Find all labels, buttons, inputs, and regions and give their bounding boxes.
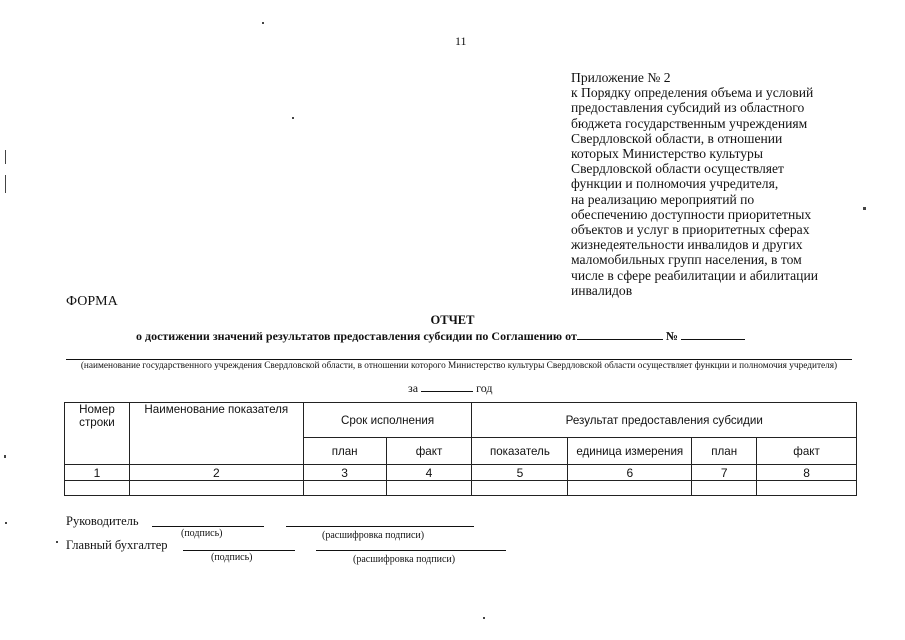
- appendix-line: Свердловской области, в отношении: [571, 130, 783, 146]
- appendix-line: которых Министерство культуры: [571, 146, 763, 162]
- head-decoding-line[interactable]: [286, 526, 474, 527]
- column-number: 4: [386, 465, 472, 481]
- column-number-row: [65, 465, 857, 481]
- column-number: 1: [65, 465, 130, 481]
- result-table: [64, 402, 857, 496]
- head-signature-caption: (подпись): [181, 528, 223, 539]
- scan-speck: [5, 522, 7, 524]
- period-year-blank[interactable]: [421, 381, 473, 392]
- appendix-line: маломобильных групп населения, в том: [571, 252, 802, 268]
- head-signature-line[interactable]: [152, 526, 264, 527]
- subheader-deadline-fact: факт: [386, 438, 472, 465]
- page-number: 11: [455, 34, 467, 48]
- table-header-row: [65, 403, 857, 438]
- column-number: 6: [568, 465, 692, 481]
- subheader-indicator: показатель: [472, 438, 568, 465]
- appendix-line: числе в сфере реабилитации и абилитации: [571, 267, 819, 283]
- appendix-line: объектов и услуг в приоритетных сферах: [571, 222, 810, 238]
- scan-speck: [262, 22, 264, 24]
- subheader-result-fact: факт: [757, 438, 857, 465]
- scan-speck: [483, 617, 485, 619]
- appendix-line: инвалидов: [571, 282, 633, 298]
- appendix-line: функции и полномочия учредителя,: [571, 176, 779, 192]
- appendix-line: Свердловской области осуществляет: [571, 161, 784, 177]
- scan-speck: [5, 175, 6, 193]
- subheader-unit: единица измерения: [568, 438, 692, 465]
- scan-speck: [56, 541, 58, 543]
- scan-speck: [292, 117, 294, 119]
- appendix-line: предоставления субсидий из областного: [571, 100, 805, 116]
- header-result: Результат предоставления субсидии: [472, 403, 857, 438]
- scan-speck: [5, 150, 6, 164]
- table-row: [65, 481, 857, 496]
- head-label: Руководитель: [66, 514, 139, 528]
- header-row-number: Номер строки: [65, 403, 130, 465]
- appendix-line: на реализацию мероприятий по: [571, 191, 755, 207]
- appendix-block: [571, 70, 871, 298]
- accountant-decoding-line[interactable]: [316, 550, 506, 551]
- table-cell[interactable]: [757, 481, 857, 496]
- form-label: ФОРМА: [66, 294, 118, 309]
- scan-speck: [4, 455, 6, 458]
- table-cell[interactable]: [129, 481, 303, 496]
- header-deadline: Срок исполнения: [303, 403, 472, 438]
- report-period: [408, 381, 492, 396]
- number-sign: №: [665, 329, 678, 343]
- scan-speck: [863, 207, 866, 210]
- organization-caption: (наименование государственного учреждения Свердловской области, в отношении которого Министерство культуры Свердловской области осуществляет функции и полномочия учредителя): [80, 361, 838, 371]
- column-number: 8: [757, 465, 857, 481]
- accountant-decoding-caption: (расшифровка подписи): [353, 554, 456, 565]
- agreement-date-blank[interactable]: [577, 328, 663, 340]
- appendix-line: бюджета государственным учреждениям: [571, 115, 808, 131]
- appendix-line: к Порядку определения объема и условий: [571, 85, 814, 101]
- table-cell[interactable]: [386, 481, 472, 496]
- table-cell[interactable]: [472, 481, 568, 496]
- header-indicator-name: Наименование показателя: [129, 403, 303, 465]
- accountant-signature-caption: (подпись): [211, 552, 253, 563]
- head-decoding-caption: (расшифровка подписи): [322, 530, 425, 541]
- column-number: 3: [303, 465, 386, 481]
- organization-name-line[interactable]: [66, 359, 852, 360]
- column-number: 5: [472, 465, 568, 481]
- column-number: 7: [692, 465, 757, 481]
- report-subtitle: [136, 328, 745, 344]
- appendix-line: жизнедеятельности инвалидов и других: [571, 237, 803, 253]
- table-cell[interactable]: [692, 481, 757, 496]
- period-suffix: год: [476, 381, 493, 395]
- accountant-label: Главный бухгалтер: [66, 538, 168, 552]
- column-number: 2: [129, 465, 303, 481]
- agreement-number-blank[interactable]: [681, 328, 745, 340]
- report-subtitle-text: о достижении значений результатов предоставления субсидии по Соглашению от: [136, 329, 577, 343]
- subheader-result-plan: план: [692, 438, 757, 465]
- table-cell[interactable]: [303, 481, 386, 496]
- accountant-signature-line[interactable]: [183, 550, 295, 551]
- report-title: ОТЧЕТ: [430, 313, 475, 327]
- appendix-line: обеспечению доступности приоритетных: [571, 206, 812, 222]
- appendix-line: Приложение № 2: [571, 70, 671, 85]
- table-cell[interactable]: [65, 481, 130, 496]
- subheader-deadline-plan: план: [303, 438, 386, 465]
- period-prefix: за: [408, 381, 419, 395]
- table-cell[interactable]: [568, 481, 692, 496]
